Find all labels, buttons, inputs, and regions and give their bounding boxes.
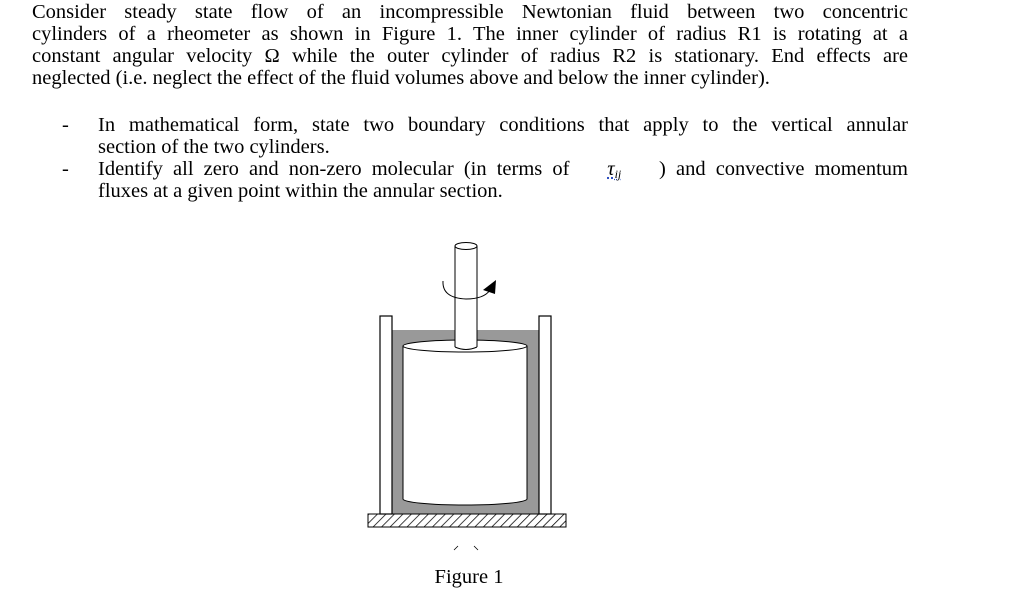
outer-wall-left xyxy=(380,316,392,514)
bullet-2-line: fluxes at a given point within the annular section. xyxy=(98,180,503,202)
bullet-1-line: In mathematical form, state two boundary conditions that apply to the vertical annular xyxy=(98,114,908,136)
bullet-1-line: section of the two cylinders. xyxy=(98,136,330,158)
outer-wall-right xyxy=(539,316,551,514)
bullet-dash: - xyxy=(62,158,69,180)
tick-marks xyxy=(454,546,478,550)
intro-line: neglected (i.e. neglect the effect of the fluid volumes above and below the inner cylinder). xyxy=(32,67,770,89)
tau: τ xyxy=(607,158,615,180)
intro-line: constant angular velocity Ω while the outer cylinder of radius R2 is stationary. End effects are xyxy=(32,45,908,67)
bullet-2-text: Identify all zero and non-zero molecular (in terms of xyxy=(98,158,570,180)
bullet-2-text: ) and convective momentum xyxy=(659,158,908,180)
figure-caption: Figure 1 xyxy=(434,566,504,588)
intro-line: Consider steady state flow of an incompressible Newtonian fluid between two concentric xyxy=(32,1,908,23)
intro-line: cylinders of a rheometer as shown in Figure 1. The inner cylinder of radius R1 is rotating at a xyxy=(32,23,908,45)
bullet-dash: - xyxy=(62,114,69,136)
tau-subscript: ij xyxy=(614,167,622,181)
shaft xyxy=(455,243,477,350)
base-plate xyxy=(368,514,566,527)
inner-cylinder xyxy=(403,340,527,505)
